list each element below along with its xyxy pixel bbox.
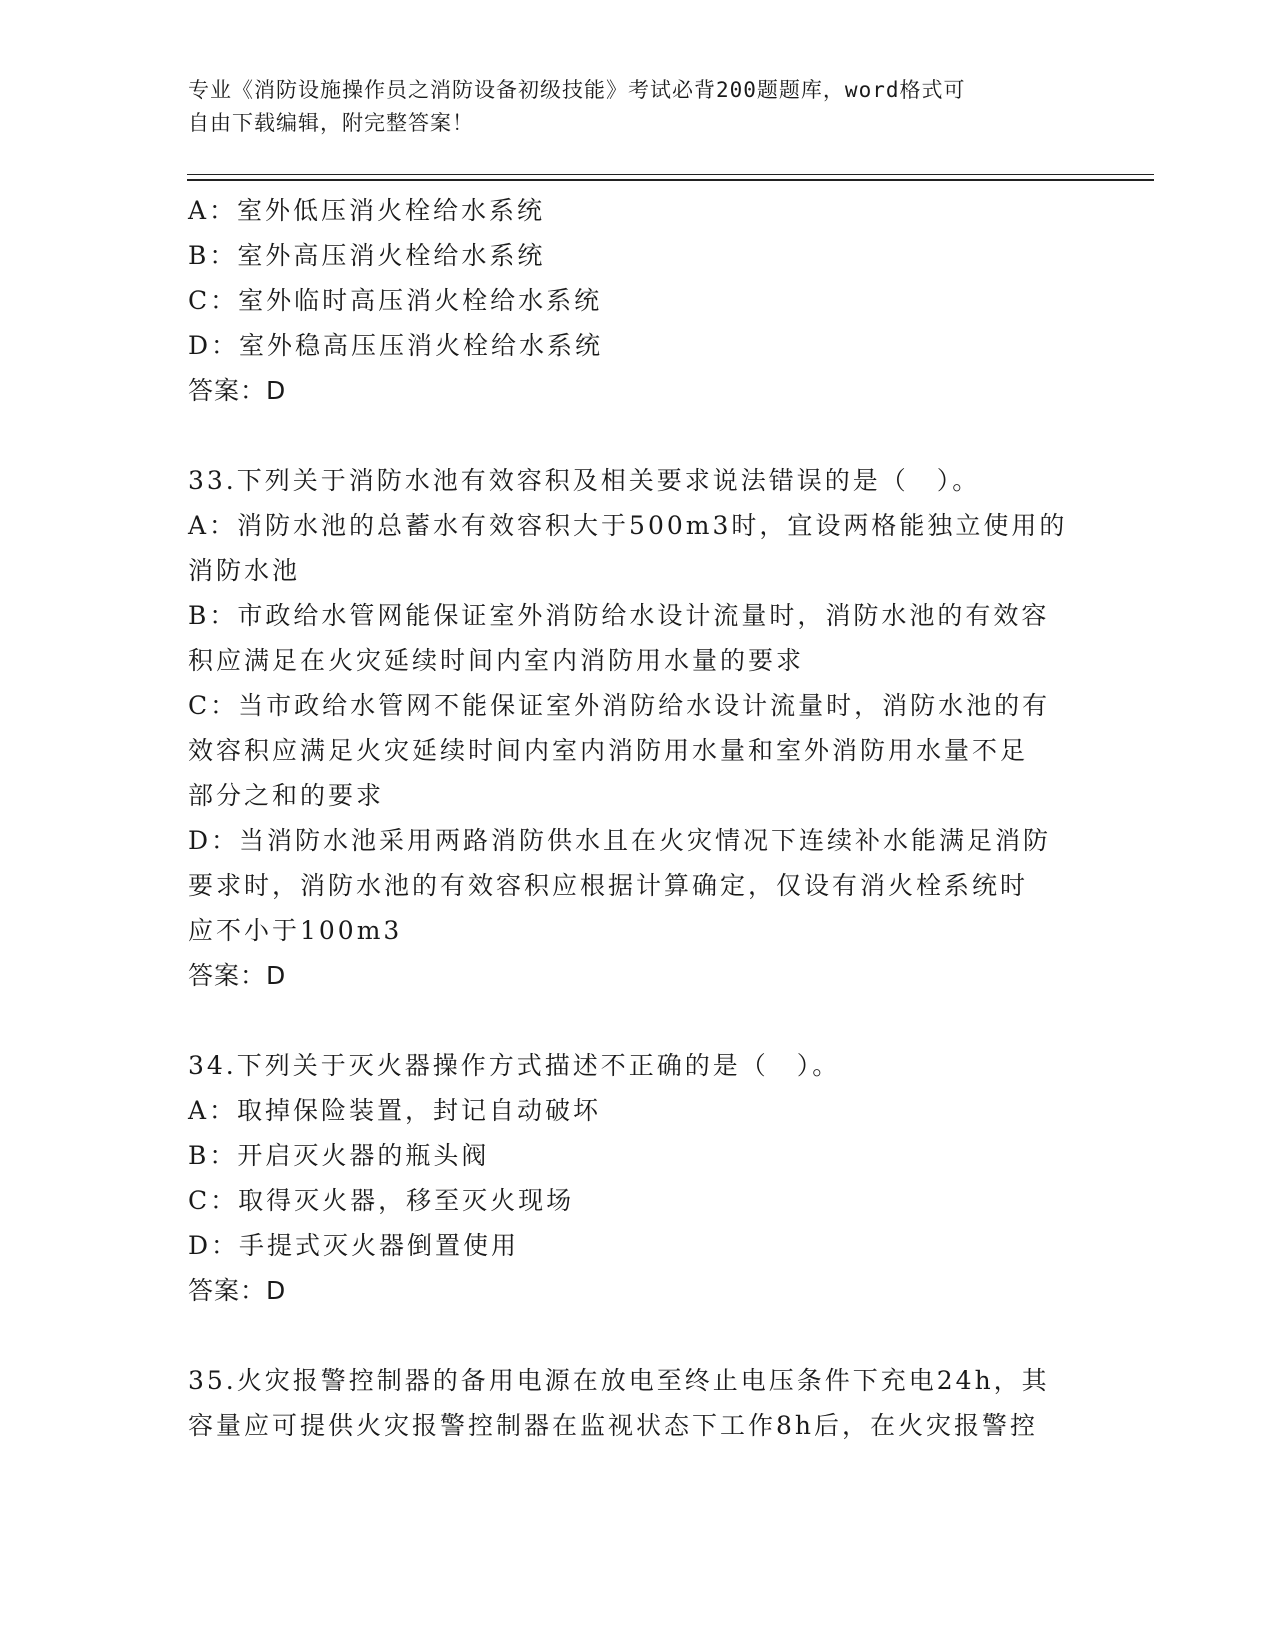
answer-line: 答案：D [188,376,287,405]
header-line-2: 自由下载编辑，附完整答案！ [188,111,474,135]
option-d: D：室外稳高压压消火栓给水系统 [188,331,604,360]
question-34 [188,1043,1078,1313]
option-b: B：市政给水管网能保证室外消防给水设计流量时，消防水池的有效容 [188,601,1050,630]
question-content [188,188,1078,1448]
option-d-cont: 应不小于100m3 [188,916,403,945]
option-a-cont: 消防水池 [188,556,301,585]
option-a: A：室外低压消火栓给水系统 [188,196,546,225]
option-c-cont: 部分之和的要求 [188,781,385,810]
option-c: C：取得灭火器，移至灭火现场 [188,1186,575,1215]
question-text: 34.下列关于灭火器操作方式描述不正确的是（ ）。 [188,1051,841,1080]
option-c: C：当市政给水管网不能保证室外消防给水设计流量时，消防水池的有 [188,691,1051,720]
option-a: A：消防水池的总蓄水有效容积大于500m3时，宜设两格能独立使用的 [188,511,1068,540]
question-35 [188,1358,1078,1448]
option-d-cont: 要求时，消防水池的有效容积应根据计算确定，仅设有消火栓系统时 [188,871,1029,900]
question-text: 35.火灾报警控制器的备用电源在放电至终止电压条件下充电24h，其 [188,1366,1050,1395]
answer-line: 答案：D [188,1276,287,1305]
question-text: 33.下列关于消防水池有效容积及相关要求说法错误的是（ ）。 [188,466,981,495]
option-d: D：当消防水池采用两路消防供水且在火灾情况下连续补水能满足消防 [188,826,1052,855]
answer-line: 答案：D [188,961,287,990]
option-b-cont: 积应满足在火灾延续时间内室内消防用水量的要求 [188,646,805,675]
question-block-continued [188,188,1078,413]
header-line-1: 专业《消防设施操作员之消防设备初级技能》考试必背200题题库，word格式可 [188,78,966,102]
option-b: B：室外高压消火栓给水系统 [188,241,546,270]
question-33 [188,458,1078,998]
option-c-cont: 效容积应满足火灾延续时间内室内消防用水量和室外消防用水量不足 [188,736,1029,765]
option-d: D：手提式灭火器倒置使用 [188,1231,520,1260]
option-b: B：开启灭火器的瓶头阀 [188,1141,490,1170]
option-a: A：取掉保险装置，封记自动破坏 [188,1096,602,1125]
document-header [188,74,1068,140]
question-text-cont: 容量应可提供火灾报警控制器在监视状态下工作8h后，在火灾报警控 [188,1411,1039,1440]
header-divider-thick [187,179,1154,181]
option-c: C：室外临时高压消火栓给水系统 [188,286,603,315]
header-divider [187,174,1154,175]
